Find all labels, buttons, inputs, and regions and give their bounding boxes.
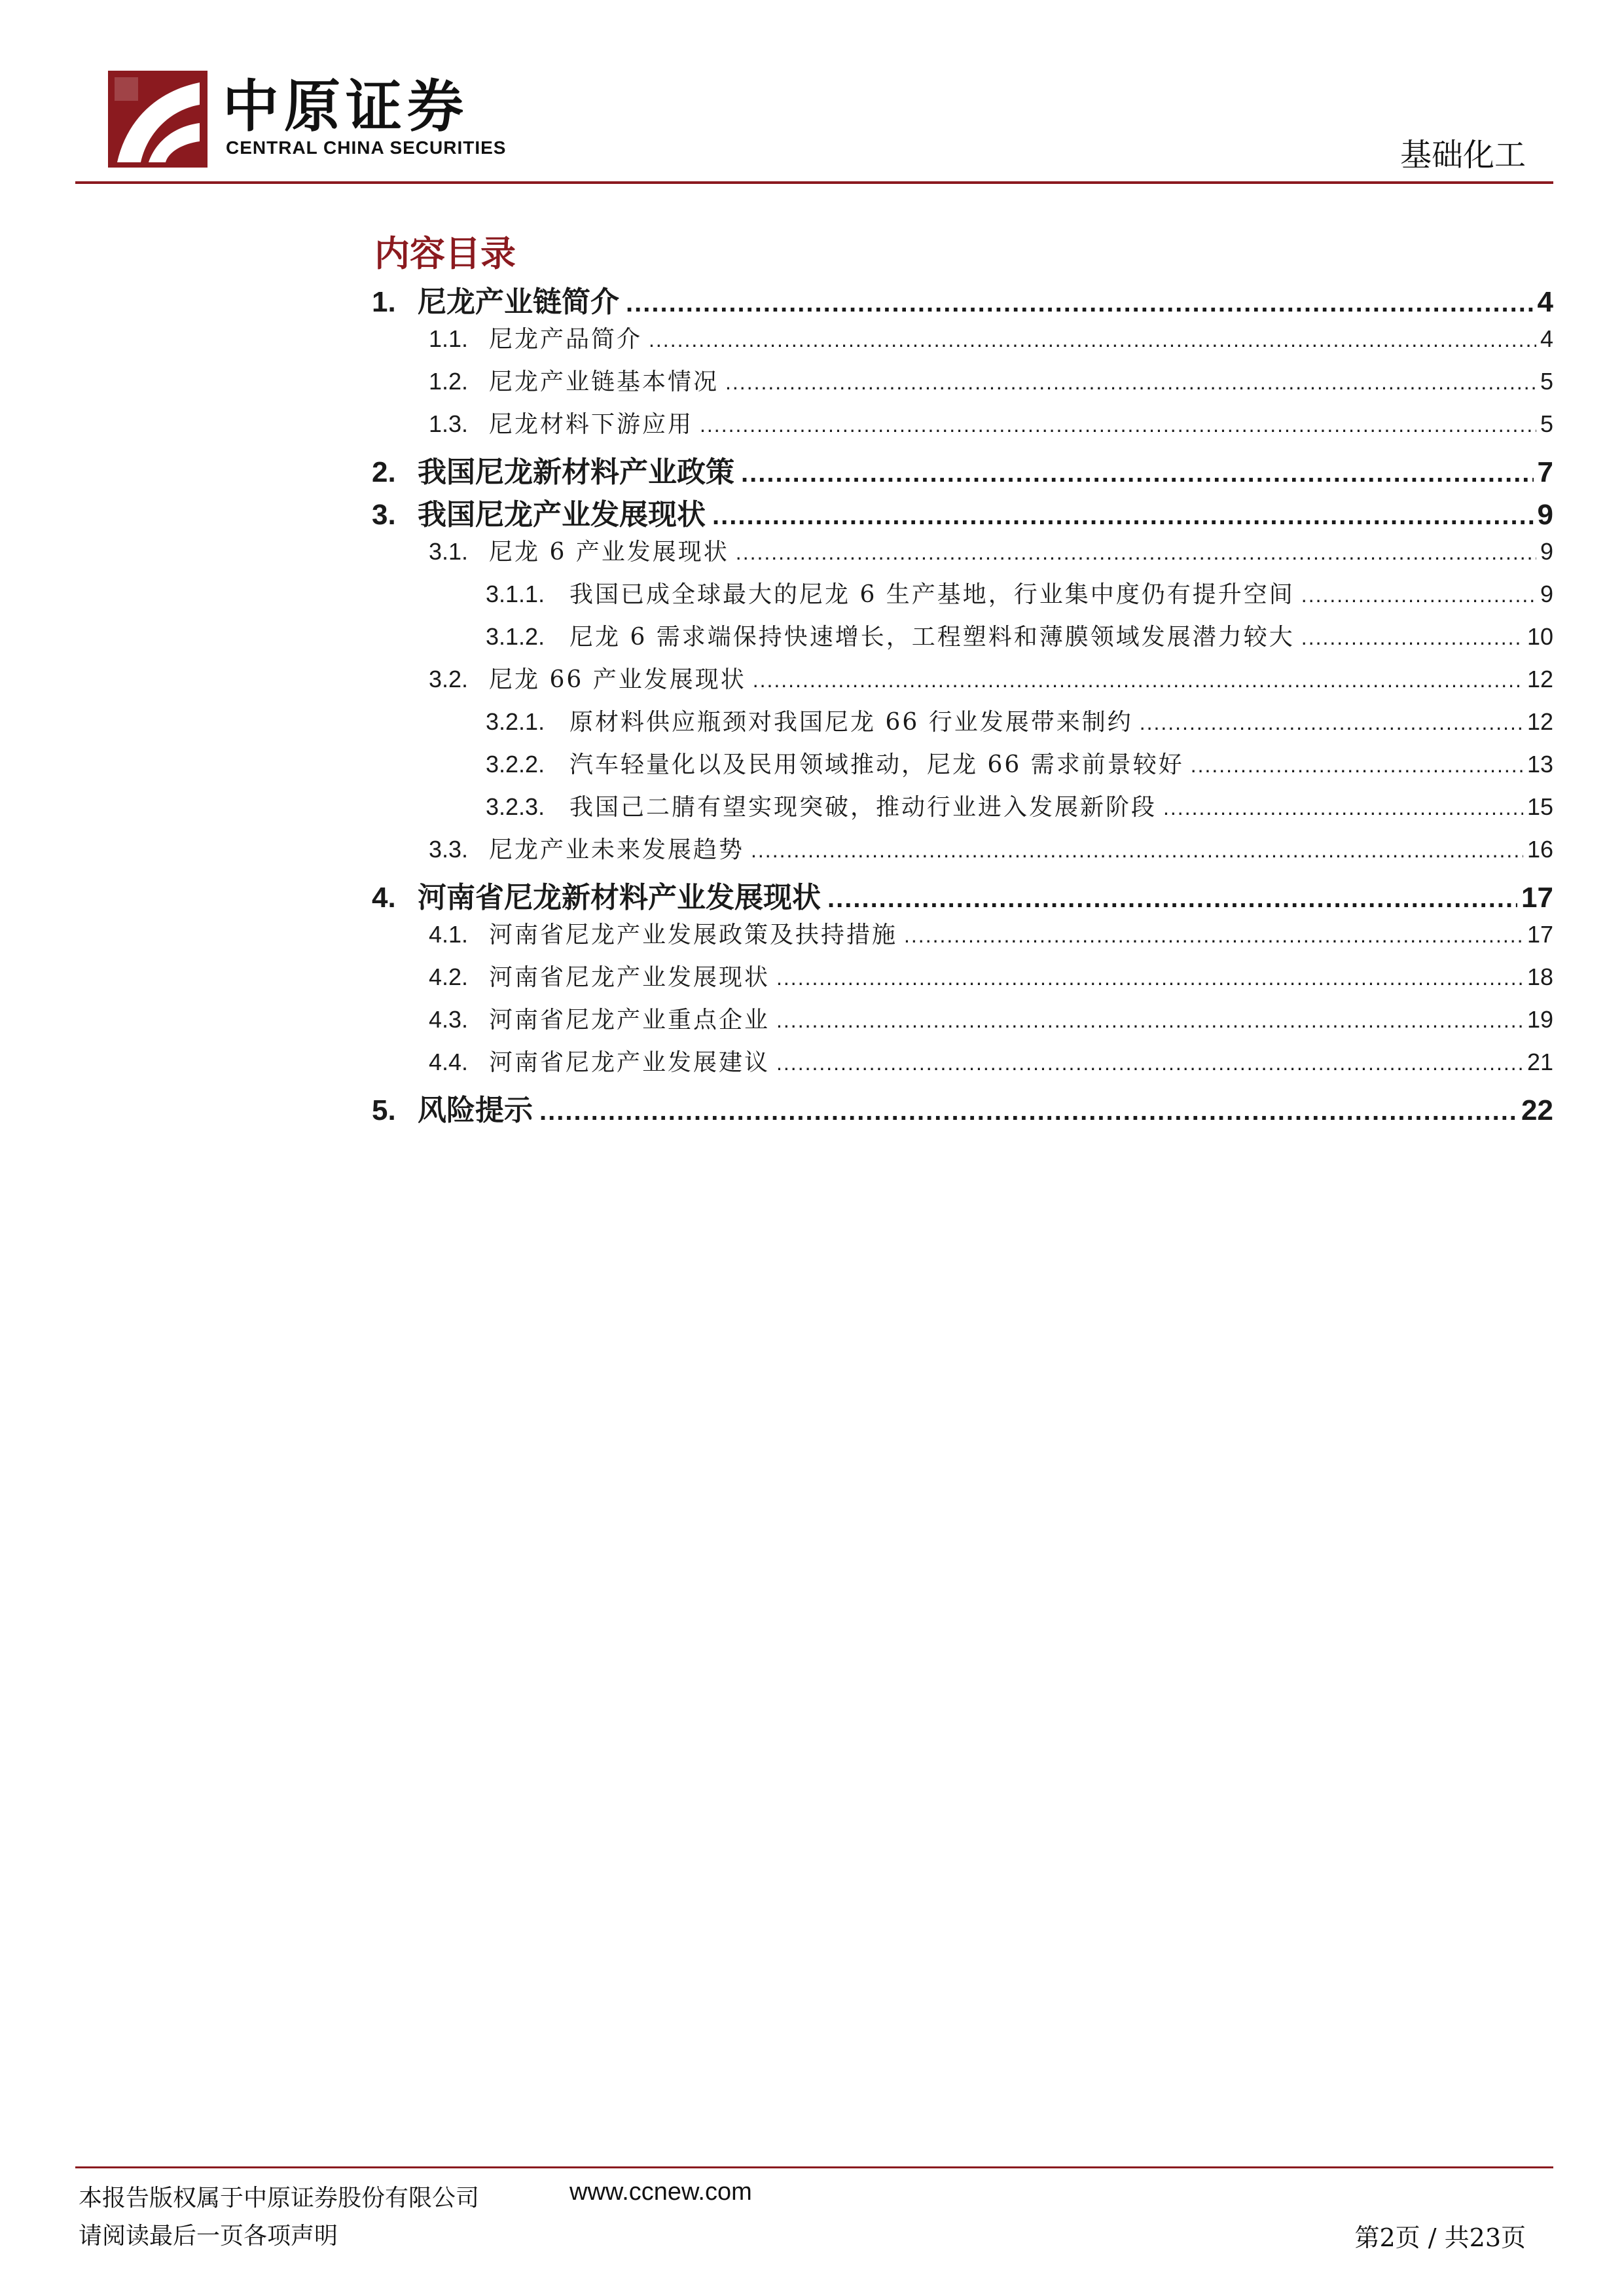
toc-entry[interactable] xyxy=(367,874,1553,916)
toc-entry[interactable] xyxy=(367,746,1553,789)
toc-dot-leader xyxy=(904,924,1523,948)
toc-entry-page: 10 xyxy=(1526,623,1553,650)
toc-entry-number: 4. xyxy=(372,882,396,914)
toc-entry-label: 河南省尼龙产业发展建议 xyxy=(489,1049,770,1076)
toc-dot-leader xyxy=(1140,711,1523,735)
toc-entry[interactable] xyxy=(367,661,1553,704)
toc-entry-label: 汽车轻量化以及民用领域推动，尼龙 66 需求前景较好 xyxy=(569,751,1184,778)
toc-entry-label: 河南省尼龙新材料产业发展现状 xyxy=(418,881,821,914)
toc-entry-number: 3.1.1. xyxy=(486,581,545,607)
central-china-securities-logo-icon xyxy=(108,71,208,168)
toc-entry-page: 16 xyxy=(1526,836,1553,863)
company-name-cn: 中原证券 xyxy=(223,74,469,139)
toc-entry-label: 尼龙产业未来发展趋势 xyxy=(489,836,745,863)
toc-dot-leader xyxy=(539,1097,1517,1126)
toc-entry-number: 3.1. xyxy=(429,538,469,565)
footer-disclaimer-notice: 请阅读最后一页各项声明 xyxy=(79,2223,338,2250)
toc-entry-page: 18 xyxy=(1526,963,1553,990)
toc-entry[interactable] xyxy=(367,321,1553,363)
toc-entry-number: 4.3. xyxy=(429,1006,469,1033)
toc-title: 内容目录 xyxy=(374,232,516,274)
toc-dot-leader xyxy=(1191,753,1523,778)
toc-entry[interactable] xyxy=(367,533,1553,576)
toc-entry-number: 4.2. xyxy=(429,963,469,990)
toc-dot-leader xyxy=(725,370,1536,395)
toc-dot-leader xyxy=(700,413,1536,437)
toc-entry-label: 河南省尼龙产业重点企业 xyxy=(489,1007,770,1033)
toc-entry-number: 1.1. xyxy=(429,325,469,352)
toc-dot-leader xyxy=(753,668,1523,692)
toc-entry[interactable] xyxy=(367,448,1553,491)
toc-entry-page: 15 xyxy=(1526,793,1553,820)
toc-entry[interactable] xyxy=(367,363,1553,406)
toc-entry-page: 12 xyxy=(1526,666,1553,692)
toc-dot-leader xyxy=(1301,626,1523,650)
toc-entry-label: 河南省尼龙产业发展现状 xyxy=(489,964,770,991)
footer-copyright: 本报告版权属于中原证券股份有限公司 xyxy=(79,2185,480,2212)
toc-entry[interactable] xyxy=(367,1001,1553,1044)
toc-entry-label: 我国己二腈有望实现突破，推动行业进入发展新阶段 xyxy=(569,794,1157,821)
toc-dot-leader xyxy=(827,884,1517,914)
company-name-en: CENTRAL CHINA SECURITIES xyxy=(226,137,507,158)
toc-entry-label: 我国尼龙产业发展现状 xyxy=(418,498,706,531)
toc-dot-leader xyxy=(776,1009,1523,1033)
toc-entry[interactable] xyxy=(367,831,1553,874)
toc-entry-label: 尼龙 6 需求端保持快速增长，工程塑料和薄膜领域发展潜力较大 xyxy=(569,624,1295,651)
toc-entry-label: 我国尼龙新材料产业政策 xyxy=(418,456,734,489)
page-header xyxy=(0,0,1624,190)
footer-divider xyxy=(75,2166,1553,2168)
toc-entry-number: 3.2.2. xyxy=(486,751,545,778)
toc-entry[interactable] xyxy=(367,1086,1553,1129)
toc-dot-leader xyxy=(751,838,1523,863)
toc-entry-number: 3.2. xyxy=(429,666,469,692)
toc-entry[interactable] xyxy=(367,491,1553,533)
toc-entry-number: 3.3. xyxy=(429,836,469,863)
toc-dot-leader xyxy=(741,459,1534,488)
toc-entry-page: 4 xyxy=(1537,286,1553,318)
toc-entry-number: 5. xyxy=(372,1094,396,1126)
toc-entry[interactable] xyxy=(367,959,1553,1001)
page-indicator: 第2页 / 共23页 xyxy=(1354,2223,1526,2252)
toc-entry[interactable] xyxy=(367,278,1553,321)
toc-entry-number: 1.3. xyxy=(429,410,469,437)
toc-entry-label: 原材料供应瓶颈对我国尼龙 66 行业发展带来制约 xyxy=(569,709,1133,736)
toc-entry-label: 河南省尼龙产业发展政策及扶持措施 xyxy=(489,922,898,948)
toc-entry[interactable] xyxy=(367,704,1553,746)
toc-entry-label: 风险提示 xyxy=(418,1094,533,1127)
toc-entry-page: 12 xyxy=(1526,708,1553,735)
toc-dot-leader xyxy=(649,328,1536,352)
toc-dot-leader xyxy=(1163,796,1523,820)
toc-entry-number: 3.1.2. xyxy=(486,623,545,650)
toc-entry[interactable] xyxy=(367,789,1553,831)
footer-website-link[interactable]: www.ccnew.com xyxy=(569,2178,752,2206)
toc-entry-number: 1. xyxy=(372,286,396,318)
toc-entry-page: 13 xyxy=(1526,751,1553,778)
header-divider xyxy=(75,181,1553,184)
toc-entry-page: 9 xyxy=(1537,499,1553,531)
toc-dot-leader xyxy=(626,289,1534,318)
toc-entry-page: 22 xyxy=(1521,1094,1553,1126)
toc-dot-leader xyxy=(736,541,1536,565)
toc-entry-page: 7 xyxy=(1537,456,1553,488)
toc-dot-leader xyxy=(1301,583,1536,607)
toc-entry-page: 9 xyxy=(1540,581,1553,607)
toc-entry-label: 尼龙产业链简介 xyxy=(418,285,619,319)
toc-entry-label: 我国已成全球最大的尼龙 6 生产基地，行业集中度仍有提升空间 xyxy=(569,581,1295,608)
toc-entry-label: 尼龙 66 产业发展现状 xyxy=(489,666,746,693)
toc-entry-label: 尼龙产品简介 xyxy=(489,326,643,353)
toc-entry[interactable] xyxy=(367,576,1553,619)
toc-entry-number: 1.2. xyxy=(429,368,469,395)
toc-entry-label: 尼龙产业链基本情况 xyxy=(489,368,719,395)
toc-dot-leader xyxy=(776,966,1523,990)
toc-entry-number: 3.2.3. xyxy=(486,793,545,820)
toc-entry[interactable] xyxy=(367,406,1553,448)
toc-entry-page: 17 xyxy=(1521,882,1553,914)
toc-entry-number: 2. xyxy=(372,456,396,488)
toc-entry[interactable] xyxy=(367,1044,1553,1086)
toc-entry-label: 尼龙 6 产业发展现状 xyxy=(489,539,729,565)
toc-entry-page: 4 xyxy=(1540,325,1553,352)
toc-entry-page: 9 xyxy=(1540,538,1553,565)
table-of-contents xyxy=(367,278,1553,1129)
toc-entry[interactable] xyxy=(367,916,1553,959)
toc-entry-page: 17 xyxy=(1526,921,1553,948)
toc-entry-page: 5 xyxy=(1540,410,1553,437)
toc-entry-number: 4.4. xyxy=(429,1049,469,1075)
toc-entry-page: 5 xyxy=(1540,368,1553,395)
toc-entry-label: 尼龙材料下游应用 xyxy=(489,411,694,438)
toc-entry-page: 21 xyxy=(1526,1049,1553,1075)
toc-dot-leader xyxy=(776,1051,1523,1075)
toc-entry-number: 3. xyxy=(372,499,396,531)
toc-entry[interactable] xyxy=(367,619,1553,661)
toc-entry-number: 4.1. xyxy=(429,921,469,948)
toc-entry-page: 19 xyxy=(1526,1006,1553,1033)
toc-entry-number: 3.2.1. xyxy=(486,708,545,735)
toc-dot-leader xyxy=(712,501,1534,531)
report-category: 基础化工 xyxy=(1399,137,1526,173)
